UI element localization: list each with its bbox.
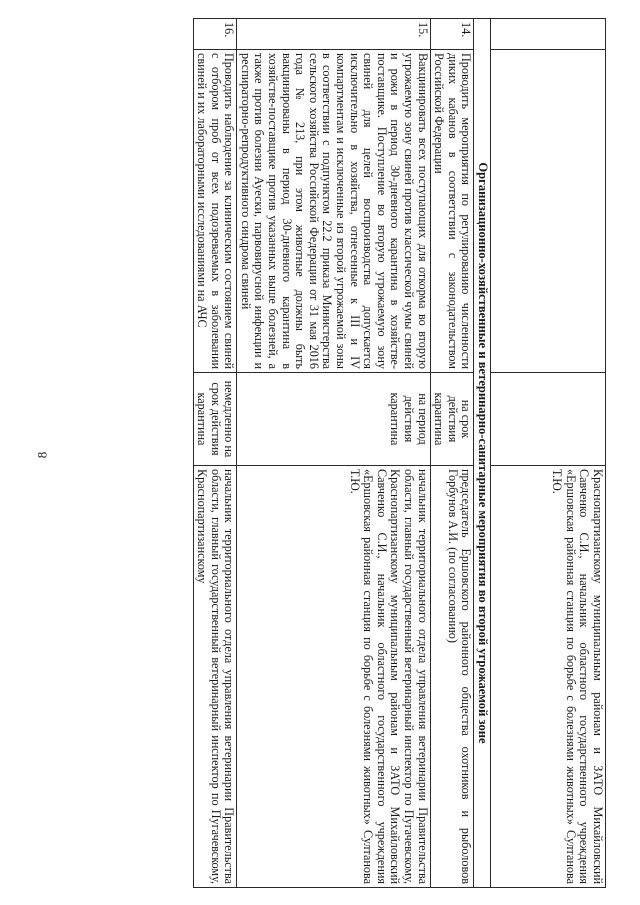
row-responsible: председатель Ершовского районного общества охотников и рыболовов Горбунов А.И. (по согласованию) [430,466,474,888]
page-number: 8 [34,451,50,459]
table-row [430,19,474,888]
cell-num-empty [491,19,606,50]
row-number: 15. [237,19,430,50]
table-row [237,19,430,888]
row-term: на период действия карантина [237,373,430,466]
row-action: Проводить мероприятия по регулированию численности диких кабанов в соответствии с законодательством Российской Федерации [430,50,474,373]
section-header-row [474,19,491,888]
cell-responsible: Краснопартизанскому муниципальным районам и ЗАТО Михайловский Савченко С.И., начальник областного государственного учреждения «Ершовская районная станция по борьбе с болезнями животных» Султанова Т.Ю. [491,466,606,888]
row-term: немедленно на срок действия карантина [193,373,237,466]
measures-table [193,18,606,888]
row-action: Проводить наблюдение за клиническим состоянием свиней с отбором проб от всех подозреваемых в заболевании свиней и их лабораторными исследованиями на АЧС [193,50,237,373]
row-number: 16. [193,19,237,50]
section-title: Организационно-хозяйственные и ветеринарно-санитарные мероприятия во второй угрожаемой зоне [474,19,491,888]
row-responsible: начальник территориального отдела управления ветеринарии Правительства области, главный государственный ветеринарный инспектор по Пугачевскому, Краснопартизанскому муниципальным районам и ЗАТО Михайловский Савченко С.И., начальник областного государственного учреждения «Ершовская районная станция по борьбе с болезнями животных» Султанова Т.Ю. [237,466,430,888]
cell-term-empty [491,373,606,466]
row-term: на срок действия карантина [430,373,474,466]
table-row [193,19,237,888]
rotated-document-table [88,0,608,905]
row-number: 14. [430,19,474,50]
cell-action-empty [491,50,606,373]
table-row-continuation [491,19,606,888]
row-responsible: начальник территориального отдела управления ветеринарии Правительства области, главный государственный ветеринарный инспектор по Пугачевскому, Краснопартизанскому [193,466,237,888]
row-action: Вакцинировать всех поступающих для откорма во вторую угрожаемую зону свиней против классической чумы свиней и рожи в период 30-дневного карантина в хозяйстве-поставщике. Поступление во вторую угрожаемую зону свиней для целей воспроизводства допускается исключительно в хозяйства, отнесенные к III и IV компартментам и исключенные из второй угрожаемой зоны в соответствии с подпунктом 22.2 приказа Министерства сельского хозяйства Российской Федерации от 31 мая 2016 года № 213, при этом животные должны быть вакцинированы в период 30-дневного карантина в хозяйстве-поставщике против указанных выше болезней, а также против болезни Ауески, парвовирусной инфекции и респираторно-репродуктивного синдрома свиней [237,50,430,373]
